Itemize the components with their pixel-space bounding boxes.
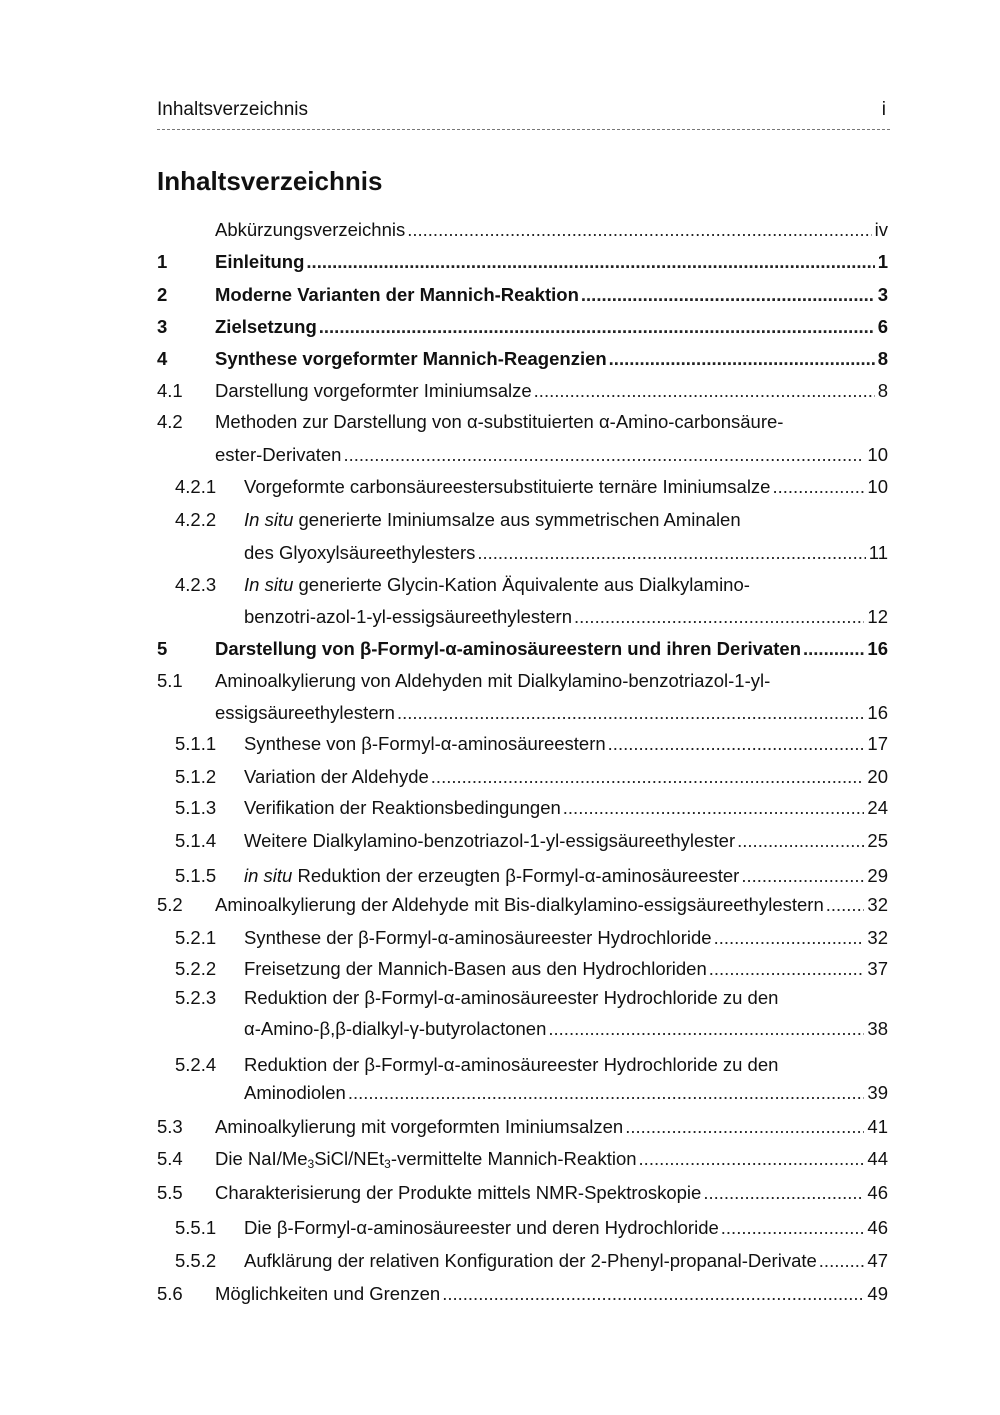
toc-entry-number: 5.2.3 xyxy=(175,987,217,1008)
toc-entry-number: 5.2 xyxy=(157,894,183,915)
toc-entry-page-number: 32 xyxy=(867,894,888,915)
toc-entry-title-text: Aufklärung der relativen Konfiguration der 2-Phenyl-propanal-Derivate xyxy=(244,1250,817,1271)
dot-leader xyxy=(397,700,864,726)
toc-entry-title xyxy=(244,1248,888,1274)
toc-entry[interactable] xyxy=(0,378,1000,404)
dot-leader xyxy=(477,540,865,566)
toc-entry[interactable] xyxy=(0,764,1000,790)
toc-entry-number: 5.5.1 xyxy=(175,1217,217,1238)
toc-entry[interactable] xyxy=(0,346,1000,372)
toc-entry-title xyxy=(244,925,888,951)
toc-entry-number: 4.2 xyxy=(157,411,183,432)
toc-entry-continuation[interactable] xyxy=(0,540,1000,566)
toc-entry-title xyxy=(215,217,888,243)
header-divider xyxy=(157,129,890,130)
toc-entry-title-text: Möglichkeiten und Grenzen xyxy=(215,1283,441,1304)
toc-entry-number: 5 xyxy=(157,638,168,659)
toc-entry-number: 5.1.5 xyxy=(175,865,217,886)
toc-entry-title xyxy=(244,764,888,790)
toc-entry-number: 5.5.2 xyxy=(175,1250,217,1271)
toc-entry-page-number: 8 xyxy=(877,348,888,369)
toc-entry[interactable] xyxy=(0,282,1000,308)
toc-entry-number: 5.3 xyxy=(157,1116,183,1137)
toc-entry-page-number: 12 xyxy=(867,606,888,627)
toc-entry-page-number: 10 xyxy=(867,476,888,497)
toc-entry[interactable] xyxy=(0,925,1000,951)
toc-entry-page-number: 25 xyxy=(867,830,888,851)
toc-entry-title xyxy=(244,604,888,630)
toc-entry-page-number: 6 xyxy=(877,316,888,337)
dot-leader xyxy=(819,1248,865,1274)
toc-entry-title-text: Methoden zur Darstellung von α-substituierten α-Amino-carbonsäure- xyxy=(215,411,784,432)
toc-entry-title xyxy=(244,795,888,821)
toc-entry[interactable] xyxy=(0,668,1000,694)
dot-leader xyxy=(714,925,865,951)
dot-leader xyxy=(737,828,864,854)
toc-entry-page-number: iv xyxy=(874,219,888,240)
toc-entry-title xyxy=(244,1016,888,1042)
toc-entry-page-number: 29 xyxy=(867,865,888,886)
toc-entry-number: 5.4 xyxy=(157,1148,183,1169)
toc-entry-title-text: Freisetzung der Mannich-Basen aus den Hydrochloriden xyxy=(244,958,707,979)
toc-entry-page-number: 24 xyxy=(867,797,888,818)
toc-entry-number: 5.1.1 xyxy=(175,733,217,754)
toc-entry-title-text: Aminoalkylierung der Aldehyde mit Bis-dialkylamino-essigsäureethylestern xyxy=(215,894,824,915)
toc-entry-title-text: Verifikation der Reaktionsbedingungen xyxy=(244,797,561,818)
dot-leader xyxy=(581,282,875,308)
dot-leader xyxy=(548,1016,864,1042)
toc-entry[interactable] xyxy=(0,1052,1000,1078)
toc-entry-title xyxy=(244,1215,888,1241)
toc-entry-title-text: in situ xyxy=(244,865,293,886)
toc-entry-page-number: 11 xyxy=(868,542,888,563)
toc-entry[interactable] xyxy=(0,249,1000,275)
toc-entry-title-line1 xyxy=(244,1052,778,1078)
toc-entry-title-text: Weitere Dialkylamino-benzotriazol-1-yl-essigsäureethylester xyxy=(244,830,736,851)
toc-entry-title xyxy=(244,863,888,889)
toc-entry-title-text: Die NaI/Me xyxy=(215,1148,308,1169)
toc-entry-title-text: Darstellung von β-Formyl-α-aminosäureestern und ihren Derivaten xyxy=(215,638,802,659)
toc-entry-number: 4.2.3 xyxy=(175,574,217,595)
toc-entry[interactable] xyxy=(0,1180,1000,1206)
toc-entry-page-number: 17 xyxy=(867,733,888,754)
toc-entry-title-text: Aminoalkylierung mit vorgeformten Iminiumsalzen xyxy=(215,1116,624,1137)
toc-entry-title xyxy=(215,442,888,468)
toc-entry[interactable] xyxy=(0,636,1000,662)
toc-entry-title-text: Einleitung xyxy=(215,251,305,272)
toc-entry-page-number: 49 xyxy=(867,1283,888,1304)
toc-entry-title-text: Zielsetzung xyxy=(215,316,317,337)
subscript: 3 xyxy=(384,1157,391,1171)
dot-leader xyxy=(741,863,864,889)
toc-entry-page-number: 10 xyxy=(867,444,888,465)
toc-entry-title-text: essigsäureethylestern xyxy=(215,702,395,723)
dot-leader xyxy=(534,378,875,404)
toc-entry-title-line1 xyxy=(215,409,783,435)
toc-entry-page-number: 46 xyxy=(867,1217,888,1238)
toc-entry-page-number: 46 xyxy=(867,1182,888,1203)
toc-entry[interactable] xyxy=(0,863,1000,889)
running-header xyxy=(157,99,890,123)
dot-leader xyxy=(343,442,864,468)
toc-entry-number: 5.1 xyxy=(157,670,183,691)
toc-entry-page-number: 16 xyxy=(867,702,888,723)
dot-leader xyxy=(319,314,875,340)
toc-entry-number: 5.2.1 xyxy=(175,927,217,948)
toc-entry-title xyxy=(215,249,888,275)
toc-entry-page-number: 38 xyxy=(867,1018,888,1039)
toc-entry-title-italic: In situ xyxy=(244,509,294,530)
toc-entry-number: 5.1.3 xyxy=(175,797,217,818)
toc-entry-number: 5.2.2 xyxy=(175,958,217,979)
toc-entry-title xyxy=(215,282,888,308)
toc-entry-title xyxy=(215,378,888,404)
toc-entry-title xyxy=(215,314,888,340)
toc-entry-title-line1 xyxy=(215,668,770,694)
running-header-title: Inhaltsverzeichnis xyxy=(157,99,309,120)
toc-entry-page-number: 20 xyxy=(867,766,888,787)
toc-entry[interactable] xyxy=(0,474,1000,500)
toc-entry[interactable] xyxy=(0,1146,1000,1172)
toc-entry-title-text: -vermittelte Mannich-Reaktion xyxy=(390,1148,637,1169)
toc-entry-number: 4 xyxy=(157,348,168,369)
running-header-page-number: i xyxy=(881,99,886,120)
toc-entry-page-number: 32 xyxy=(867,927,888,948)
toc-entry-title-text: Synthese von β-Formyl-α-aminosäureestern xyxy=(244,733,606,754)
toc-entry-title xyxy=(215,346,888,372)
dot-leader xyxy=(826,892,865,918)
dot-leader xyxy=(639,1146,865,1172)
toc-entry-title-text: Moderne Varianten der Mannich-Reaktion xyxy=(215,284,579,305)
toc-entry-title xyxy=(215,1281,888,1307)
dot-leader xyxy=(442,1281,864,1307)
toc-entry-title xyxy=(244,1080,888,1106)
toc-entry-title-text: Darstellung vorgeformter Iminiumsalze xyxy=(215,380,532,401)
toc-entry-title-text: generierte Iminiumsalze aus symmetrischen Aminalen xyxy=(293,509,741,530)
toc-entry-number: 4.2.2 xyxy=(175,509,217,530)
dot-leader xyxy=(709,956,865,982)
toc-entry-title-text: Variation der Aldehyde xyxy=(244,766,429,787)
toc-entry-number: 1 xyxy=(157,251,168,272)
dot-leader xyxy=(431,764,865,790)
dot-leader xyxy=(574,604,864,630)
toc-entry[interactable] xyxy=(0,956,1000,982)
toc-entry-title-text: SiCl/NEt xyxy=(314,1148,385,1169)
toc-entry-number: 2 xyxy=(157,284,168,305)
toc-entry[interactable] xyxy=(0,572,1000,598)
toc-entry-title-text: Die β-Formyl-α-aminosäureester und deren Hydrochloride xyxy=(244,1217,719,1238)
toc-entry-number: 4.1 xyxy=(157,380,183,401)
toc-entry-page-number: 41 xyxy=(867,1116,888,1137)
toc-entry-title-text: Reduktion der erzeugten β-Formyl-α-aminosäureester xyxy=(292,865,740,886)
toc-entry-title-line1 xyxy=(244,507,741,533)
page-title: Inhaltsverzeichnis xyxy=(157,166,383,196)
toc-entry-number: 5.1.4 xyxy=(175,830,217,851)
toc-entry-number: 4.2.1 xyxy=(175,476,217,497)
toc-entry-title-text: Reduktion der β-Formyl-α-aminosäureester Hydrochloride zu den xyxy=(244,987,779,1008)
dot-leader xyxy=(721,1215,865,1241)
dot-leader xyxy=(609,346,875,372)
toc-entry-page-number: 47 xyxy=(867,1250,888,1271)
dot-leader xyxy=(608,731,865,757)
toc-entry-continuation[interactable] xyxy=(0,1016,1000,1042)
dot-leader xyxy=(703,1180,864,1206)
toc-entry-title-text: Abkürzungsverzeichnis xyxy=(215,219,406,240)
toc-entry-title-text: Charakterisierung der Produkte mittels NMR-Spektroskopie xyxy=(215,1182,702,1203)
toc-entry-title xyxy=(215,1146,888,1172)
dot-leader xyxy=(772,474,864,500)
subscript: 3 xyxy=(307,1157,315,1171)
toc-entry[interactable] xyxy=(0,1215,1000,1241)
toc-entry-continuation[interactable] xyxy=(0,700,1000,726)
toc-entry-title-italic: In situ xyxy=(244,574,294,595)
toc-entry[interactable] xyxy=(0,731,1000,757)
toc-entry[interactable] xyxy=(0,507,1000,533)
toc-entry-title-text: Synthese der β-Formyl-α-aminosäureester Hydrochloride xyxy=(244,927,712,948)
toc-entry-page-number: 37 xyxy=(867,958,888,979)
dot-leader xyxy=(306,249,874,275)
toc-entry-title-line1 xyxy=(244,572,750,598)
toc-entry-number: 5.1.2 xyxy=(175,766,217,787)
toc-entry-page-number: 8 xyxy=(877,380,888,401)
toc-entry-number: 5.5 xyxy=(157,1182,183,1203)
toc-entry-number: 3 xyxy=(157,316,168,337)
toc-entry-title-text: Aminoalkylierung von Aldehyden mit Dialkylamino-benzotriazol-1-yl- xyxy=(215,670,771,691)
toc-entry[interactable] xyxy=(0,1114,1000,1140)
toc-entry-title xyxy=(244,828,888,854)
toc-entry[interactable] xyxy=(0,314,1000,340)
dot-leader xyxy=(407,217,871,243)
toc-entry[interactable] xyxy=(0,795,1000,821)
toc-entry-title-line1 xyxy=(244,985,778,1011)
toc-entry-number: 5.2.4 xyxy=(175,1054,217,1075)
toc-entry-page-number: 44 xyxy=(867,1148,888,1169)
toc-entry-title xyxy=(215,700,888,726)
toc-entry-title xyxy=(215,892,888,918)
toc-entry-continuation[interactable] xyxy=(0,1080,1000,1106)
toc-entry[interactable] xyxy=(0,1281,1000,1307)
toc-entry-title xyxy=(244,474,888,500)
toc-entry-title xyxy=(215,636,888,662)
toc-entry-title-text: des Glyoxylsäureethylesters xyxy=(244,542,476,563)
toc-entry[interactable] xyxy=(0,217,1000,243)
toc-entry-title-text: α-Amino-β,β-dialkyl-γ-butyrolactonen xyxy=(244,1018,547,1039)
dot-leader xyxy=(803,636,864,662)
toc-entry-number: 5.6 xyxy=(157,1283,183,1304)
toc-entry-title-text: Vorgeformte carbonsäureestersubstituierte ternäre Iminiumsalze xyxy=(244,476,771,497)
toc-entry-title-text: Reduktion der β-Formyl-α-aminosäureester Hydrochloride zu den xyxy=(244,1054,779,1075)
toc-entry[interactable] xyxy=(0,985,1000,1011)
toc-entry-title xyxy=(244,731,888,757)
toc-entry-title-text: benzotri-azol-1-yl-essigsäureethylestern xyxy=(244,606,573,627)
toc-entry-title xyxy=(215,1180,888,1206)
toc-entry-continuation[interactable] xyxy=(0,442,1000,468)
toc-entry[interactable] xyxy=(0,892,1000,918)
toc-entry-page-number: 3 xyxy=(877,284,888,305)
toc-entry-continuation[interactable] xyxy=(0,604,1000,630)
toc-entry-title-text: Aminodiolen xyxy=(244,1082,346,1103)
dot-leader xyxy=(563,795,865,821)
dot-leader xyxy=(348,1080,865,1106)
toc-entry-title-text: ester-Derivaten xyxy=(215,444,342,465)
toc-entry-title-text: generierte Glycin-Kation Äquivalente aus Dialkylamino- xyxy=(293,574,750,595)
toc-entry-title xyxy=(244,956,888,982)
toc-entry-page-number: 16 xyxy=(867,638,888,659)
toc-entry[interactable] xyxy=(0,409,1000,435)
toc-entry-title-text: Synthese vorgeformter Mannich-Reagenzien xyxy=(215,348,607,369)
toc-entry[interactable] xyxy=(0,828,1000,854)
dot-leader xyxy=(625,1114,864,1140)
toc-entry-title xyxy=(215,1114,888,1140)
toc-entry-title xyxy=(244,540,888,566)
toc-entry-page-number: 39 xyxy=(867,1082,888,1103)
toc-entry-page-number: 1 xyxy=(877,251,888,272)
toc-entry[interactable] xyxy=(0,1248,1000,1274)
